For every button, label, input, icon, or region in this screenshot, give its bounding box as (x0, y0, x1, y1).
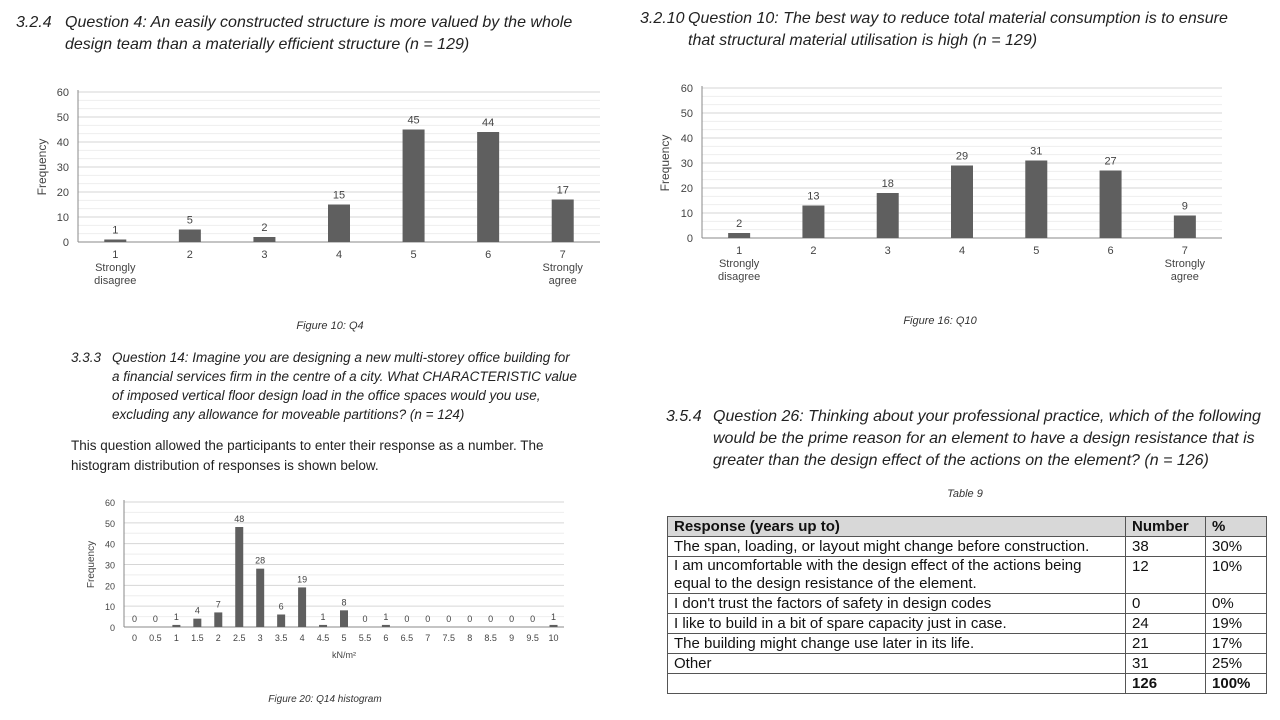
bar (951, 166, 973, 239)
data-label: 0 (131, 614, 137, 624)
y-tick-label: 50 (680, 108, 693, 120)
y-axis-title: Frequency (35, 138, 49, 196)
x-tick-label: 7 (559, 249, 566, 261)
number-cell: 12 (1126, 557, 1206, 594)
section-number: 3.3.3 (71, 350, 102, 365)
x-tick-label: 1 (736, 245, 743, 257)
x-tick-label: 6 (485, 249, 492, 261)
section-heading-q14 (71, 348, 601, 428)
bar (319, 625, 327, 627)
section-number: 3.5.4 (666, 408, 702, 425)
y-tick-label: 40 (680, 133, 693, 145)
y-tick-label: 50 (104, 518, 115, 529)
bar (550, 625, 558, 627)
data-label: 6 (278, 601, 284, 612)
data-label: 31 (1030, 145, 1043, 158)
data-label: 0 (488, 614, 494, 624)
heading-line: Question 14: Imagine you are designing a new multi-storey office building for (112, 350, 570, 365)
response-cell: I don't trust the factors of safety in design codes (668, 594, 1126, 614)
x-tick-label: 3.5 (274, 633, 288, 643)
x-tick-label: 4.5 (316, 633, 330, 643)
q10-bar-chart (655, 78, 1235, 293)
data-label: 0 (404, 614, 410, 624)
x-tick-label: 3 (884, 245, 891, 257)
paragraph-line: histogram distribution of responses is shown below. (71, 458, 379, 473)
bar (802, 206, 824, 239)
x-tick-label: 2 (810, 245, 817, 257)
heading-line: Question 10: The best way to reduce total material consumption is to ensure (688, 10, 1228, 27)
table-row (668, 537, 1267, 557)
data-label: 13 (807, 190, 820, 203)
number-cell: 24 (1126, 614, 1206, 634)
figure-caption-q4: Figure 10: Q4 (296, 320, 364, 332)
heading-line: excluding any allowance for moveable partitions? (n = 124) (112, 407, 465, 422)
total-percent-cell: 100% (1206, 674, 1267, 694)
data-label: 1 (320, 611, 326, 622)
x-tick-sublabel: Strongly (1164, 258, 1206, 270)
data-label: 8 (341, 597, 347, 608)
heading-line: a financial services firm in the centre of a city. What CHARACTERISTIC value (112, 369, 577, 384)
table-caption: Table 9 (947, 488, 983, 500)
data-label: 0 (152, 614, 158, 624)
data-label: 1 (383, 611, 389, 622)
data-label: 2 (736, 218, 743, 230)
y-tick-label: 10 (680, 208, 693, 220)
bar (179, 230, 201, 243)
table-9 (667, 516, 1267, 694)
y-tick-label: 10 (104, 602, 115, 613)
data-label: 9 (1181, 200, 1188, 213)
data-label: 44 (482, 117, 495, 129)
x-tick-sublabel: Strongly (718, 258, 760, 270)
section-number: 3.2.10 (640, 10, 685, 27)
bar (728, 233, 750, 238)
percent-cell: 17% (1206, 634, 1267, 654)
table-row (668, 634, 1267, 654)
x-tick-label: 8.5 (484, 633, 497, 643)
data-label: 15 (332, 189, 346, 202)
q14-histogram (80, 492, 580, 672)
bar (1100, 171, 1122, 239)
data-label: 27 (1104, 155, 1117, 168)
x-tick-label: 5 (410, 249, 417, 261)
x-tick-label: 1 (173, 633, 179, 643)
bar (235, 527, 243, 627)
bar (877, 193, 899, 238)
data-label: 2 (261, 222, 268, 234)
bar (214, 612, 222, 627)
header-percent: % (1206, 517, 1267, 537)
y-tick-label: 40 (56, 137, 69, 149)
bar (253, 237, 275, 242)
table-total-row (668, 674, 1267, 694)
data-label: 1 (173, 611, 179, 622)
data-label: 5 (186, 214, 193, 227)
x-tick-label: 2.5 (232, 633, 246, 643)
y-tick-label: 60 (56, 87, 69, 99)
x-tick-label: 3 (261, 249, 268, 261)
bar (1174, 216, 1196, 239)
x-tick-label: 3 (257, 633, 263, 643)
data-label: 1 (551, 611, 557, 622)
section-heading-q10 (640, 8, 1270, 54)
bar (193, 619, 201, 627)
heading-line: Question 4: An easily constructed structure is more valued by the whole (65, 14, 573, 31)
x-tick-label: 1 (112, 249, 119, 261)
x-tick-label: 6.5 (400, 633, 414, 643)
bar (328, 205, 350, 243)
data-label: 7 (215, 599, 221, 610)
y-tick-label: 20 (104, 581, 115, 592)
heading-line: would be the prime reason for an element to have a design resistance that is (713, 430, 1255, 447)
y-tick-label: 0 (686, 233, 693, 245)
x-tick-label: 2 (215, 633, 221, 643)
header-number: Number (1126, 517, 1206, 537)
data-label: 0 (446, 614, 452, 624)
bar (1025, 161, 1047, 239)
x-tick-label: 7 (1181, 245, 1188, 257)
bar (256, 569, 264, 627)
data-label: 48 (234, 514, 245, 524)
number-cell: 0 (1126, 594, 1206, 614)
x-tick-sublabel: disagree (94, 275, 137, 287)
y-tick-label: 30 (56, 162, 69, 174)
data-label: 19 (297, 574, 308, 585)
table-row (668, 557, 1267, 594)
data-label: 4 (194, 605, 200, 616)
x-tick-label: 7.5 (442, 633, 456, 643)
percent-cell: 0% (1206, 594, 1267, 614)
x-tick-label: 9 (509, 633, 515, 643)
bar (403, 130, 425, 243)
x-tick-label: 10 (548, 633, 559, 643)
data-label: 0 (509, 614, 515, 624)
y-tick-label: 0 (109, 623, 115, 633)
heading-line: Question 26: Thinking about your professional practice, which of the following (713, 408, 1261, 425)
number-cell: 21 (1126, 634, 1206, 654)
x-tick-label: 9.5 (526, 633, 539, 643)
bar (172, 625, 180, 627)
table-header-row (668, 517, 1267, 537)
data-label: 45 (407, 114, 420, 127)
x-tick-label: 7 (425, 633, 431, 643)
data-label: 28 (255, 555, 266, 566)
x-tick-label: 4 (958, 245, 966, 257)
x-tick-label: 5.5 (358, 633, 372, 643)
x-tick-label: 4 (335, 249, 343, 261)
response-cell: I like to build in a bit of spare capacity just in case. (668, 614, 1126, 634)
y-tick-label: 20 (56, 187, 69, 199)
table-row (668, 614, 1267, 634)
data-label: 18 (881, 178, 894, 190)
percent-cell: 25% (1206, 654, 1267, 674)
y-tick-label: 10 (56, 212, 69, 224)
x-tick-label: 0 (131, 633, 137, 643)
x-tick-label: 4 (299, 633, 305, 643)
number-cell: 31 (1126, 654, 1206, 674)
data-label: 17 (556, 184, 569, 197)
bar (104, 240, 126, 243)
percent-cell: 30% (1206, 537, 1267, 557)
section-number: 3.2.4 (16, 14, 52, 31)
x-tick-label: 2 (186, 249, 193, 261)
q14-description (71, 436, 611, 476)
bar (340, 610, 348, 627)
bar (552, 200, 574, 243)
bar (382, 625, 390, 627)
x-tick-label: 0.5 (149, 633, 162, 643)
q4-bar-chart (30, 82, 620, 297)
section-heading-q4 (16, 12, 616, 58)
total-number-cell: 126 (1126, 674, 1206, 694)
x-tick-sublabel: Strongly (95, 262, 136, 274)
y-tick-label: 60 (680, 83, 693, 95)
table-row (668, 594, 1267, 614)
y-axis-title: Frequency (86, 540, 97, 589)
data-label: 29 (955, 150, 969, 163)
x-tick-label: 1.5 (191, 633, 204, 643)
response-cell: The building might change use later in its life. (668, 634, 1126, 654)
x-tick-sublabel: disagree (718, 271, 761, 283)
heading-line: that structural material utilisation is high (n = 129) (688, 32, 1038, 49)
heading-line: design team than a materially efficient structure (n = 129) (65, 36, 470, 53)
bar (298, 587, 306, 627)
y-tick-label: 30 (104, 560, 115, 571)
header-response: Response (years up to) (668, 517, 1126, 537)
figure-caption-q10: Figure 16: Q10 (903, 315, 977, 327)
y-tick-label: 40 (104, 539, 115, 550)
data-label: 0 (362, 614, 368, 624)
y-tick-label: 60 (104, 498, 115, 508)
response-cell: The span, loading, or layout might change before construction. (668, 537, 1126, 557)
y-tick-label: 30 (680, 158, 693, 170)
table-row (668, 654, 1267, 674)
y-tick-label: 20 (680, 183, 693, 195)
data-label: 1 (112, 224, 119, 237)
bar (477, 132, 499, 242)
y-axis-title: Frequency (658, 134, 672, 192)
section-heading-q26 (666, 406, 1276, 476)
y-tick-label: 0 (62, 237, 69, 249)
data-label: 0 (467, 614, 473, 624)
response-cell: Other (668, 654, 1126, 674)
y-tick-label: 50 (56, 112, 69, 124)
x-tick-sublabel: Strongly (542, 262, 583, 274)
x-tick-sublabel: agree (548, 275, 577, 287)
data-label: 0 (425, 614, 431, 624)
x-tick-label: 5 (341, 633, 347, 643)
percent-cell: 19% (1206, 614, 1267, 634)
bar (277, 615, 285, 628)
x-tick-label: 5 (1033, 245, 1040, 257)
x-tick-label: 8 (467, 633, 473, 643)
number-cell: 38 (1126, 537, 1206, 557)
figure-caption-q14: Figure 20: Q14 histogram (268, 694, 382, 705)
x-tick-label: 6 (1107, 245, 1114, 257)
heading-line: of imposed vertical floor design load in the office spaces would you use, (112, 388, 541, 403)
x-axis-title: kN/m² (332, 650, 356, 660)
x-tick-label: 6 (383, 633, 389, 643)
percent-cell: 10% (1206, 557, 1267, 594)
paragraph-line: This question allowed the participants to enter their response as a number. The (71, 438, 544, 453)
x-tick-sublabel: agree (1170, 271, 1199, 283)
heading-line: greater than the design effect of the actions on the element? (n = 126) (713, 452, 1209, 469)
total-label-cell (668, 674, 1126, 694)
response-cell: I am uncomfortable with the design effect of the actions being equal to the design resistance of the element. (668, 557, 1126, 594)
data-label: 0 (530, 614, 536, 624)
